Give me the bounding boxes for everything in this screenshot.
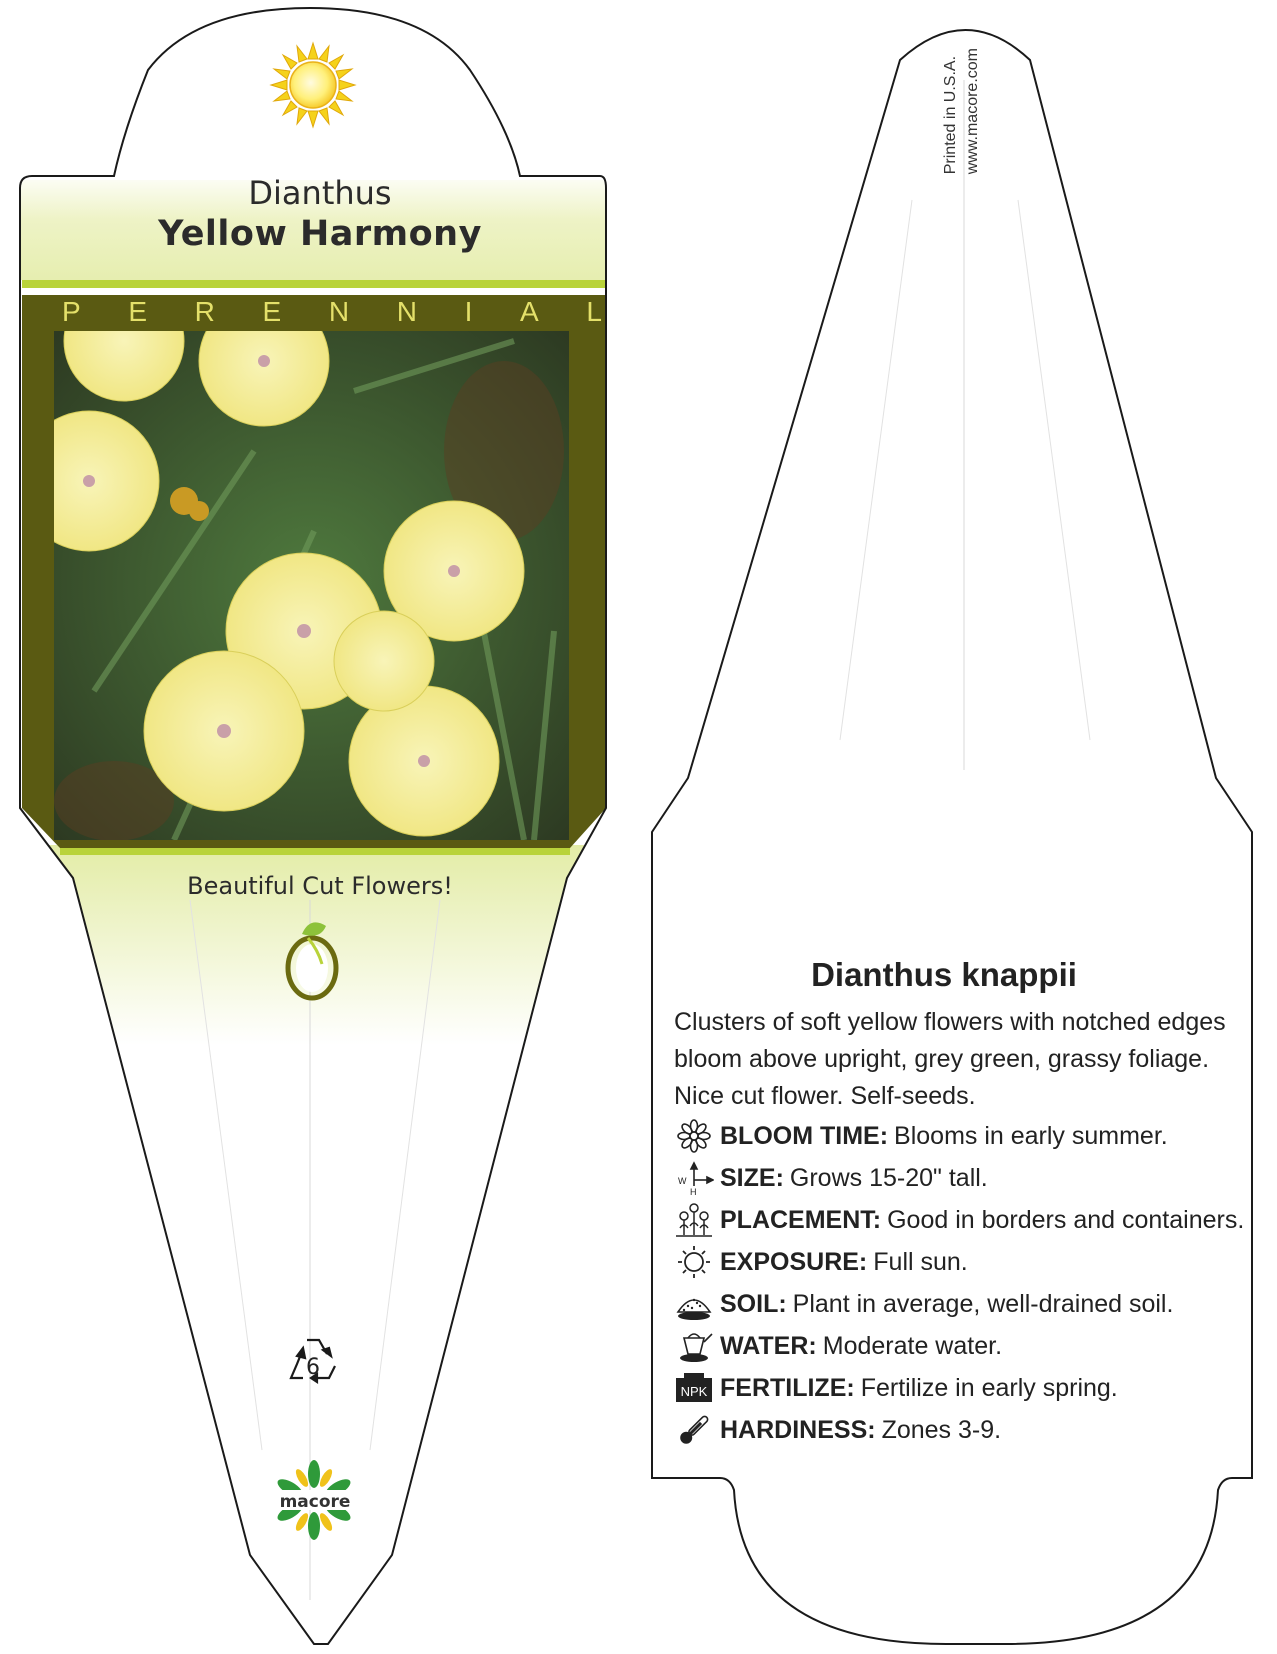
category-letter: E [262,296,282,327]
front-cultivar-title: Yellow Harmony [158,214,482,254]
back-content [674,956,1254,1451]
thermometer-icon [674,1412,714,1448]
info-value: Moderate water. [822,1331,1003,1360]
info-row-exposure [674,1241,1254,1283]
info-row-size [674,1157,1254,1199]
info-row-fertilize [674,1367,1254,1409]
info-label: FERTILIZE: [720,1373,855,1402]
website-line: www.macore.com [964,48,981,175]
watering-can-icon [674,1328,714,1364]
front-genus-title: Dianthus [248,174,392,212]
info-label: EXPOSURE: [720,1247,868,1276]
info-label: PLACEMENT: [720,1205,882,1234]
info-row-bloom [674,1115,1254,1157]
botanical-name: Dianthus knappii [811,956,1077,993]
info-value: Full sun. [873,1247,968,1276]
flower-photo [54,331,569,840]
soil-icon [674,1286,714,1322]
size-arrows-icon [674,1160,714,1196]
svg-text:H: H [690,1187,697,1196]
brand-name: macore [279,1492,351,1512]
npk-text: NPK [680,1384,708,1399]
plant-description: Clusters of soft yellow flowers with notched edges bloom above upright, grey green, grassy foliage. Nice cut flower. Self-seeds. [674,1008,1226,1110]
recycle-number: 6 [306,1355,320,1380]
info-value: Grows 15-20" tall. [789,1163,988,1192]
info-label: WATER: [720,1331,817,1360]
front-tagline: Beautiful Cut Flowers! [187,872,453,900]
info-label: HARDINESS: [720,1415,876,1444]
info-row-hardiness [674,1409,1254,1451]
info-value: Good in borders and containers. [887,1205,1245,1234]
placement-plants-icon [674,1202,714,1238]
svg-text:W: W [678,1176,687,1186]
info-value: Zones 3-9. [881,1415,1002,1444]
flower-icon [674,1118,714,1154]
info-row-water [674,1325,1254,1367]
category-label [22,296,620,328]
category-letter: N [396,296,417,327]
info-row-soil [674,1283,1254,1325]
category-letter: R [194,296,215,327]
info-value: Fertilize in early spring. [860,1373,1118,1402]
npk-icon [674,1370,714,1406]
category-letter: I [464,296,473,327]
info-value: Blooms in early summer. [894,1121,1168,1150]
info-label: SIZE: [720,1163,784,1192]
category-letter: P [62,296,81,327]
category-letter: E [128,296,148,327]
category-letter: N [328,296,350,327]
category-letter: A [520,296,539,327]
sun-outline-icon [674,1244,714,1280]
category-letter: L [586,296,602,327]
info-label: BLOOM TIME: [720,1121,889,1150]
info-value: Plant in average, well-drained soil. [792,1289,1174,1318]
info-row-placement [674,1199,1254,1241]
printed-info [940,48,984,174]
sun-icon [271,43,355,127]
info-label: SOIL: [720,1289,787,1318]
printed-line: Printed in U.S.A. [942,55,959,175]
